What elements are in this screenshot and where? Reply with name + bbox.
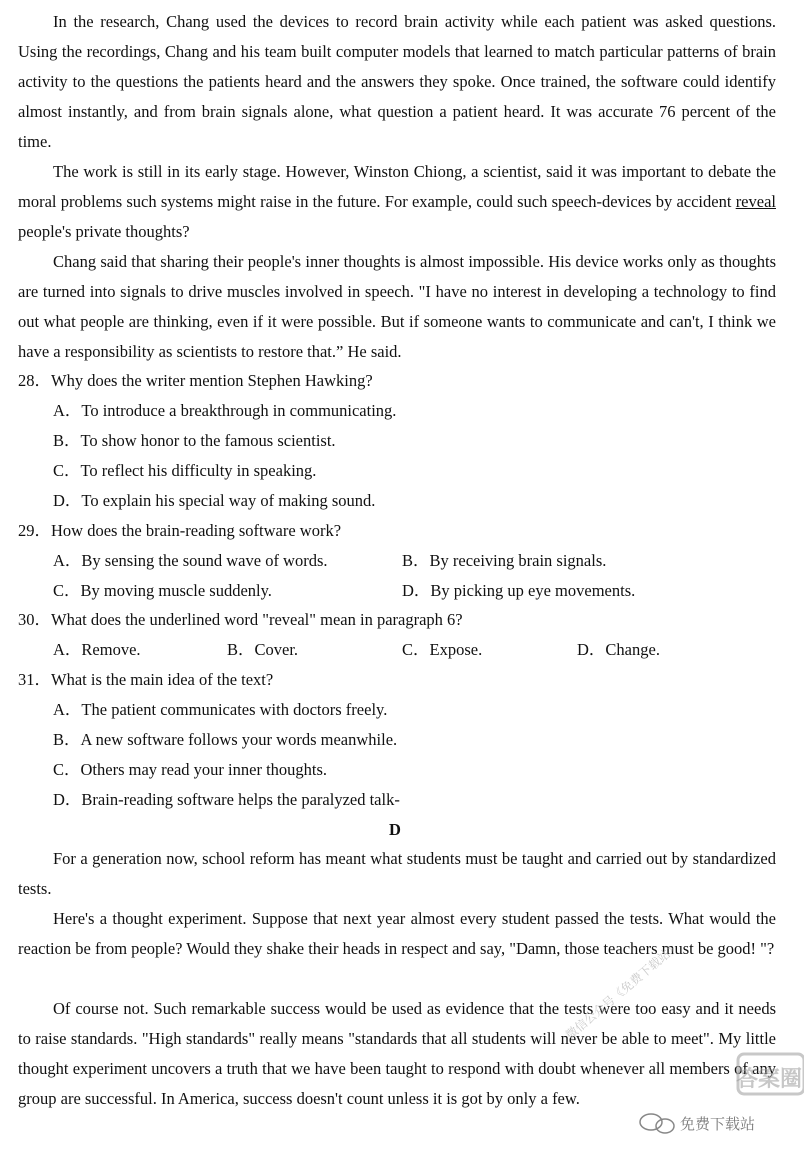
question-31-option-b[interactable]: B．A new software follows your words meanwhile.: [53, 730, 398, 749]
question-30-option-b[interactable]: B．Cover.: [227, 640, 299, 659]
passage-c-paragraph-1: In the research, Chang used the devices to record brain activity while each patient was asked questions. Using the recordings, Chang and his team built computer models that learned to match particular patterns of brain activity to the questions the patients heard and the answers they spoke. Once trained, the software could identify almost instantly, and from brain signals alone, what question a patient heard. It was accurate 76 percent of the time.: [18, 12, 776, 151]
question-29-option-b[interactable]: B．By receiving brain signals.: [402, 551, 607, 570]
section-d-paragraph-3: Of course not. Such remarkable success would be used as evidence that the tests were too easy and it needs to raise standards. "High standards" really means "standards that all students will never be able to meet". My little thought experiment uncovers a truth that we have been taught to respond with doubt whenever all members of any group are successful. In America, success doesn't count unless it is got by only a few.: [18, 999, 776, 1108]
question-28-option-d[interactable]: D．To explain his special way of making sound.: [53, 491, 376, 510]
passage-c-paragraph-3: Chang said that sharing their people's inner thoughts is almost impossible. His device works only as thoughts are turned into signals to drive muscles involved in speech. "I have no interest in developing a technology to find out what people are thinking, even if it were possible. But if someone wants to communicate and can't, I think we have a responsibility as scientists to restore that.” He said.: [18, 252, 776, 361]
underlined-word-reveal: reveal: [735, 192, 776, 211]
question-28-option-a[interactable]: A．To introduce a breakthrough in communicating.: [53, 401, 397, 420]
passage-c-paragraph-2-end: people's private thoughts?: [18, 222, 190, 241]
question-29-option-d[interactable]: D．By picking up eye movements.: [402, 581, 636, 600]
watermark-wechat-text: 微信公众号《免费下载站》: [562, 939, 683, 1043]
question-29-stem: 29．How does the brain-reading software work?: [18, 521, 342, 540]
question-31-option-d[interactable]: D．Brain-reading software helps the paralyzed talk-: [53, 790, 400, 809]
question-29-option-c[interactable]: C．By moving muscle suddenly.: [53, 581, 272, 600]
question-31-option-a[interactable]: A．The patient communicates with doctors freely.: [53, 700, 388, 719]
question-30-stem: 30．What does the underlined word "reveal" mean in paragraph 6?: [18, 610, 463, 629]
question-29-option-a[interactable]: A．By sensing the sound wave of words.: [53, 551, 328, 570]
question-31-stem: 31．What is the main idea of the text?: [18, 670, 274, 689]
question-28-stem: 28．Why does the writer mention Stephen Hawking?: [18, 371, 373, 390]
section-d-paragraph-1: For a generation now, school reform has meant what students must be taught and carried out by standardized tests.: [18, 849, 776, 898]
question-30-option-a[interactable]: A．Remove.: [53, 640, 141, 659]
watermark-brand-text: 答案圈: [736, 1067, 803, 1092]
passage-c-paragraph-2: [18, 157, 776, 247]
question-28-option-b[interactable]: B．To show honor to the famous scientist.: [53, 431, 336, 450]
section-d-heading: D: [389, 820, 401, 839]
question-28-option-c[interactable]: C．To reflect his difficulty in speaking.: [53, 461, 317, 480]
question-31-option-c[interactable]: C．Others may read your inner thoughts.: [53, 760, 328, 779]
section-d-paragraph-2: Here's a thought experiment. Suppose that next year almost every student passed the tests. What would the reaction be from people? Would they shake their heads in respect and say, "Damn, those teachers must be good! "?: [18, 909, 776, 958]
wechat-icon: [640, 1114, 674, 1133]
watermark-caption: 免费下载站: [680, 1115, 756, 1133]
passage-c-paragraph-2-start: The work is still in its early stage. However, Winston Chiong, a scientist, said it was important to debate the moral problems such systems might raise in the future. For example, could such speech-devices by accident: [18, 162, 776, 211]
question-30-option-c[interactable]: C．Expose.: [402, 640, 483, 659]
question-30-option-d[interactable]: D．Change.: [577, 640, 660, 659]
